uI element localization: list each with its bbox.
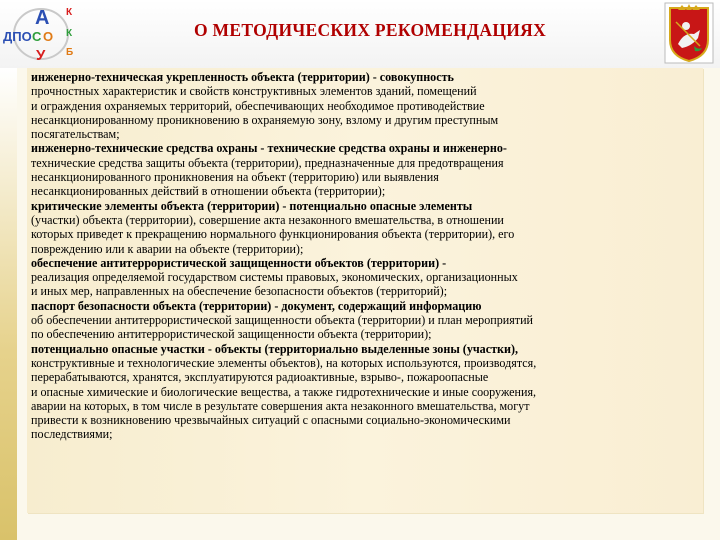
definition-term: потенциально опасные участки - объекты (территориально выделенные зоны (участки),: [31, 341, 519, 356]
definition-item: [31, 141, 703, 198]
definition-text-line: реализация определяемой государством системы правовых, экономических, организационных: [31, 270, 518, 285]
definition-text-line: (участки) объекта (территории), совершение акта незаконного вмешательства, в отношении: [31, 212, 504, 227]
header-bar: [0, 0, 720, 68]
logo-letter-k2: К: [66, 28, 73, 39]
definition-text-line: прочностных характеристик и свойств конструктивных элементов зданий, помещений: [31, 84, 477, 99]
organization-logo: [2, 2, 80, 64]
logo-letter-o: О: [43, 29, 54, 44]
coat-of-arms-icon: [664, 2, 714, 64]
logo-dpo: ДПО: [3, 29, 32, 44]
definition-text-line: несанкционированному проникновению в охраняемую зону, взлому и другим преступным: [31, 112, 499, 127]
definition-text-line: и иных мер, направленных на обеспечение безопасности объектов (территорий);: [31, 284, 448, 299]
definition-text-line: повреждению или к аварии на объекте (территории);: [31, 241, 304, 256]
definition-text-line: аварии на которых, в том числе в результате совершения акта незаконного вмешательства, могут: [31, 398, 530, 413]
definition-term: обеспечение антитеррористической защищенности объектов (территории) -: [31, 255, 447, 270]
logo-letter-k1: К: [66, 7, 73, 18]
definition-item: [31, 70, 703, 141]
logo-letter-u: У: [36, 47, 46, 64]
definition-text-line: по обеспечению антитеррористической защищенности объекта (территории);: [31, 327, 432, 342]
content-area: [17, 68, 720, 540]
definition-text-line: и ограждения охраняемых территорий, обеспечивающих необходимое противодействие: [31, 98, 485, 113]
definition-item: [31, 199, 703, 256]
definition-text-line: об обеспечении антитеррористической защищенности объекта (территории) и план мероприятий: [31, 313, 534, 328]
definition-term: инженерно-техническая укрепленность объекта (территории) - совокупность: [31, 70, 454, 84]
definition-text-line: технические средства защиты объекта (территории), предназначенные для предотвращения: [31, 155, 504, 170]
logo-letter-s: С: [32, 29, 42, 44]
page-title: О МЕТОДИЧЕСКИХ РЕКОМЕНДАЦИЯХ: [193, 20, 547, 40]
definition-text-line: которых приведет к прекращению нормального функционирования объекта (территории), его: [31, 227, 515, 242]
definition-text-line: посягательствам;: [31, 127, 120, 142]
definition-text-line: несанкционированного проникновения на объект (территорию) или выявления: [31, 170, 439, 185]
definition-term: инженерно-технические средства охраны - технические средства охраны и инженерно-: [31, 141, 507, 156]
logo-letter-b: Б: [66, 47, 74, 58]
definition-term: критические элементы объекта (территории) - потенциально опасные элементы: [31, 198, 473, 213]
logo-letter-a: А: [35, 7, 50, 29]
definition-item: [31, 256, 703, 299]
definition-text-line: и опасные химические и биологические вещества, а также гидротехнические и иные сооружения,: [31, 384, 537, 399]
left-decor-bar: [0, 68, 17, 540]
definition-item: [31, 299, 703, 342]
definition-text-line: последствиями;: [31, 427, 113, 442]
definition-text-line: перерабатываются, хранятся, эксплуатируются радиоактивные, взрыво-, пожароопасные: [31, 370, 489, 385]
definition-text-line: привести к возникновению чрезвычайных ситуаций с опасными социально-экономическими: [31, 413, 511, 428]
definitions-list: [31, 70, 703, 442]
definition-item: [31, 342, 703, 442]
definition-text-line: конструктивные и технологические элементы объектов), на которых используются, производятся,: [31, 355, 537, 370]
definition-term: паспорт безопасности объекта (территории) - документ, содержащий информацию: [31, 298, 482, 313]
definition-text-line: несанкционированных действий в отношении объекта (территории);: [31, 184, 386, 199]
